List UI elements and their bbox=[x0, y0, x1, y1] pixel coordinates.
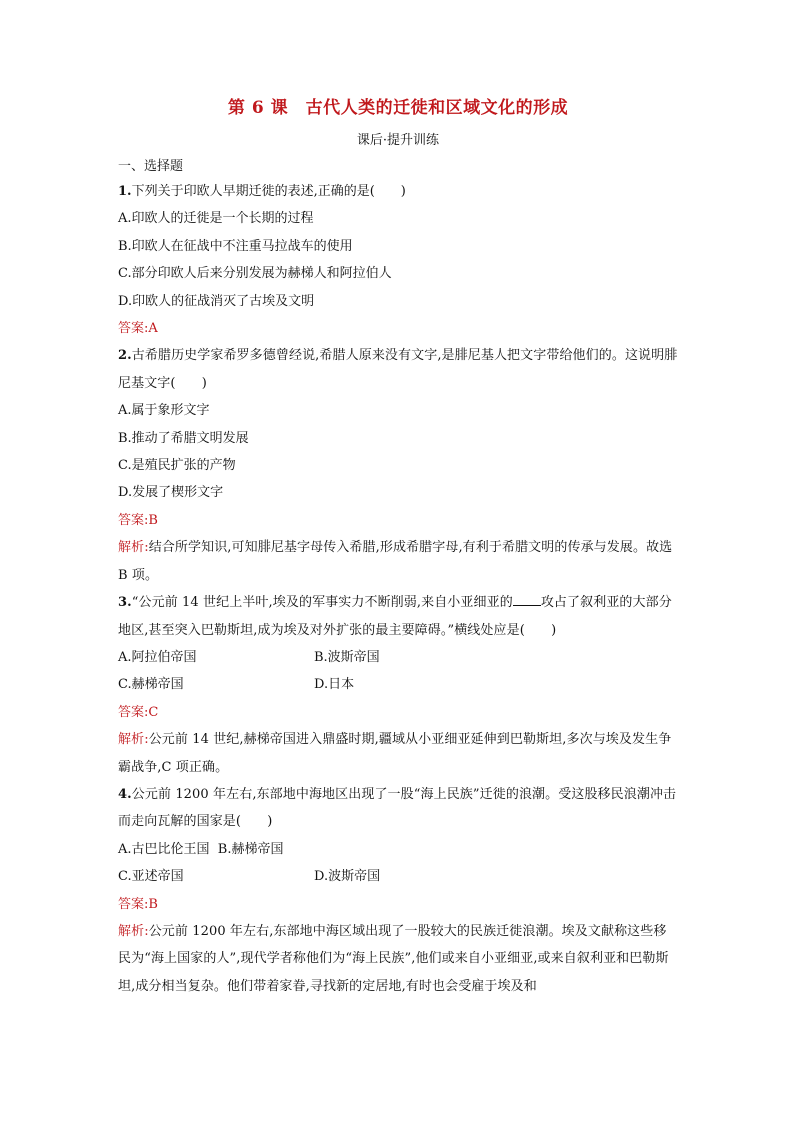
question-4-answer: 答案:B bbox=[118, 896, 158, 912]
question-number: 1. bbox=[118, 184, 132, 199]
question-3-option-c: C.赫梯帝国 bbox=[118, 677, 184, 693]
question-2-option-c: C.是殖民扩张的产物 bbox=[118, 458, 236, 474]
question-1-option-b: B.印欧人在征战中不注重马拉战车的使用 bbox=[118, 238, 353, 254]
question-3-option-b: B.波斯帝国 bbox=[314, 649, 380, 665]
section-heading: 一、选择题 bbox=[118, 159, 184, 174]
question-4-stem: 4.公元前 1200 年左右,东部地中海地区出现了一股“海上民族”迁徙的浪潮。受这股移民浪潮冲击而走向瓦解的国家是( ) bbox=[118, 786, 677, 830]
question-number: 2. bbox=[118, 348, 132, 364]
question-4-option-a: A.古巴比伦王国 bbox=[118, 841, 210, 857]
question-1-option-c: C.部分印欧人后来分别发展为赫梯人和阿拉伯人 bbox=[118, 266, 392, 282]
question-2-stem: 2.古希腊历史学家希罗多德曾经说,希腊人原来没有文字,是腓尼基人把文字带给他们的。这说明腓尼基文字( ) bbox=[118, 348, 678, 391]
question-1-option-d: D.印欧人的征战消灭了古埃及文明 bbox=[118, 293, 315, 309]
question-number: 4. bbox=[118, 786, 132, 802]
question-2-option-b: B.推动了希腊文明发展 bbox=[118, 430, 249, 446]
question-4-option-d: D.波斯帝国 bbox=[314, 869, 381, 885]
question-3-answer: 答案:C bbox=[118, 704, 159, 720]
question-2-option-d: D.发展了楔形文字 bbox=[118, 485, 224, 501]
question-4-option-b: B.赫梯帝国 bbox=[217, 841, 284, 857]
question-4-option-c: C.亚述帝国 bbox=[118, 869, 184, 885]
page-subtitle: 课后·提升训练 bbox=[356, 133, 440, 148]
fill-in-blank bbox=[513, 592, 541, 606]
question-1-option-a: A.印欧人的迁徙是一个长期的过程 bbox=[118, 211, 314, 227]
question-number: 3. bbox=[118, 595, 132, 611]
question-1-stem: 1.下列关于印欧人早期迁徙的表述,正确的是( ) bbox=[118, 184, 406, 199]
question-2-answer: 答案:B bbox=[118, 512, 158, 528]
question-4-options-row-1 bbox=[118, 836, 678, 863]
question-3-option-a: A.阿拉伯帝国 bbox=[118, 649, 197, 665]
question-1-answer: 答案:A bbox=[118, 321, 158, 337]
question-4-analysis: 解析:公元前 1200 年左右,东部地中海区域出现了一股较大的民族迁徙浪潮。埃及文献称这些移民为“海上国家的人”,现代学者称他们为“海上民族”,他们或来自小亚细亚,或来自叙利亚和巴勒斯坦,成分相当复杂。他们带着家眷,寻找新的定居地,有时也会受雇于埃及和 bbox=[118, 923, 669, 994]
page-title: 第 6 课 古代人类的迁徙和区域文化的形成 bbox=[227, 98, 569, 118]
question-2-option-a: A.属于象形文字 bbox=[118, 403, 210, 419]
question-3-options-row-2 bbox=[118, 671, 678, 698]
question-3-option-d: D.日本 bbox=[314, 677, 355, 693]
question-4-options-row-2 bbox=[118, 863, 678, 890]
document-page bbox=[118, 96, 678, 1000]
question-3-stem: 3.“公元前 14 世纪上半叶,埃及的军事实力不断削弱,来自小亚细亚的 攻占了叙利亚的大部分地区,甚至突入巴勒斯坦,成为埃及对外扩张的最主要障碍。”横线处应是( ) bbox=[118, 589, 678, 644]
question-3-analysis: 解析:公元前 14 世纪,赫梯帝国进入鼎盛时期,疆域从小亚细亚延伸到巴勒斯坦,多次与埃及发生争霸战争,C 项正确。 bbox=[118, 732, 672, 775]
question-2-analysis: 解析:结合所学知识,可知腓尼基字母传入希腊,形成希腊字母,有利于希腊文明的传承与发展。故选 B 项。 bbox=[118, 540, 673, 583]
question-3-options-row-1 bbox=[118, 644, 678, 671]
